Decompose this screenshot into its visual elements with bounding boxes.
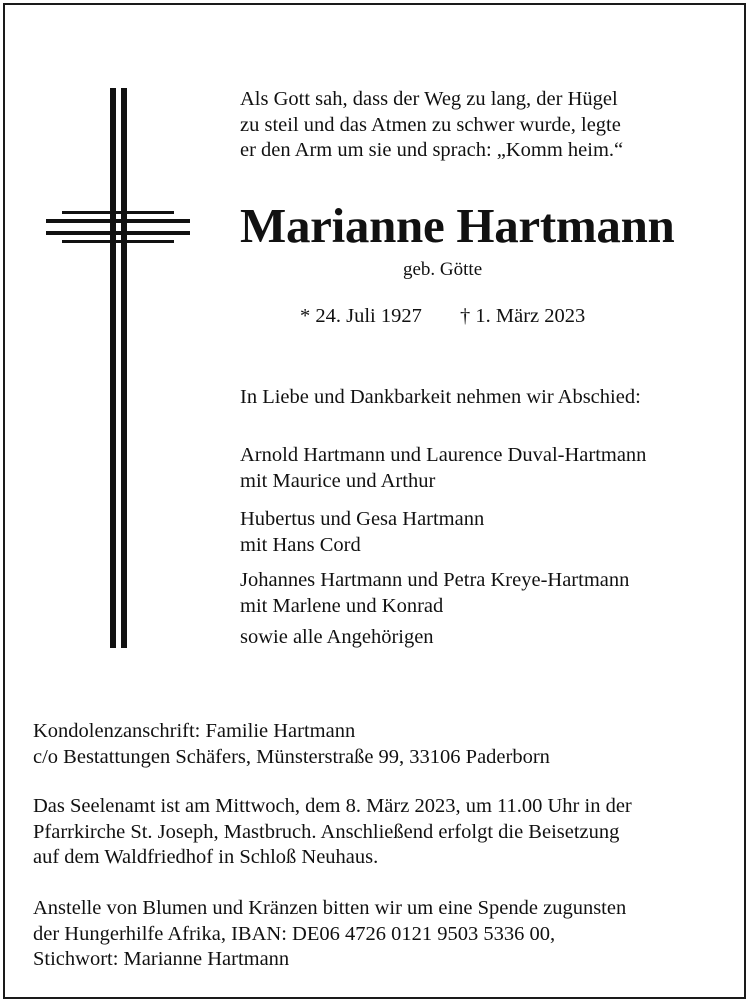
- condolence-address: [33, 719, 550, 770]
- service-line: auf dem Waldfriedhof in Schloß Neuhaus.: [33, 846, 379, 868]
- mourner-family: [240, 443, 646, 494]
- mourner-line: Johannes Hartmann und Petra Kreye-Hartmann: [240, 569, 630, 591]
- service-line: Pfarrkirche St. Joseph, Mastbruch. Anschließend erfolgt die Beisetzung: [33, 820, 620, 843]
- poem-quote: [240, 87, 623, 164]
- condolence-line: Kondolenzanschrift: Familie Hartmann: [33, 720, 356, 742]
- poem-line: zu steil und das Atmen zu schwer wurde, legte: [240, 113, 621, 136]
- mourner-line: Hubertus und Gesa Hartmann: [240, 508, 485, 530]
- mourner-line: mit Marlene und Konrad: [240, 594, 444, 617]
- cross-icon: [46, 88, 190, 648]
- donation-line: Stichwort: Marianne Hartmann: [33, 948, 290, 970]
- maiden-name: geb. Götte: [403, 259, 483, 280]
- farewell-intro: In Liebe und Dankbarkeit nehmen wir Abschied:: [240, 386, 641, 408]
- mourner-line: Arnold Hartmann und Laurence Duval-Hartmann: [240, 444, 647, 466]
- mourner-family: [240, 568, 629, 619]
- condolence-line: c/o Bestattungen Schäfers, Münsterstraße 99, 33106 Paderborn: [33, 745, 550, 768]
- donation-line: der Hungerhilfe Afrika, IBAN: DE06 4726 0121 9503 5336 00,: [33, 922, 556, 945]
- donation-line: Anstelle von Blumen und Kränzen bitten wir um eine Spende zugunsten: [33, 897, 627, 919]
- mourner-family: [240, 507, 484, 558]
- poem-line: Als Gott sah, dass der Weg zu lang, der Hügel: [240, 88, 618, 110]
- other-relatives: sowie alle Angehörigen: [240, 626, 434, 648]
- mourner-line: mit Hans Cord: [240, 533, 361, 556]
- service-line: Das Seelenamt ist am Mittwoch, dem 8. März 2023, um 11.00 Uhr in der: [33, 795, 632, 817]
- birth-date: * 24. Juli 1927: [300, 305, 422, 327]
- deceased-name: Marianne Hartmann: [240, 198, 675, 253]
- mourner-line: mit Maurice und Arthur: [240, 469, 436, 492]
- death-date: † 1. März 2023: [460, 305, 586, 327]
- service-info: [33, 794, 632, 871]
- donation-info: [33, 896, 626, 973]
- poem-line: er den Arm um sie und sprach: „Komm heim.“: [240, 139, 624, 161]
